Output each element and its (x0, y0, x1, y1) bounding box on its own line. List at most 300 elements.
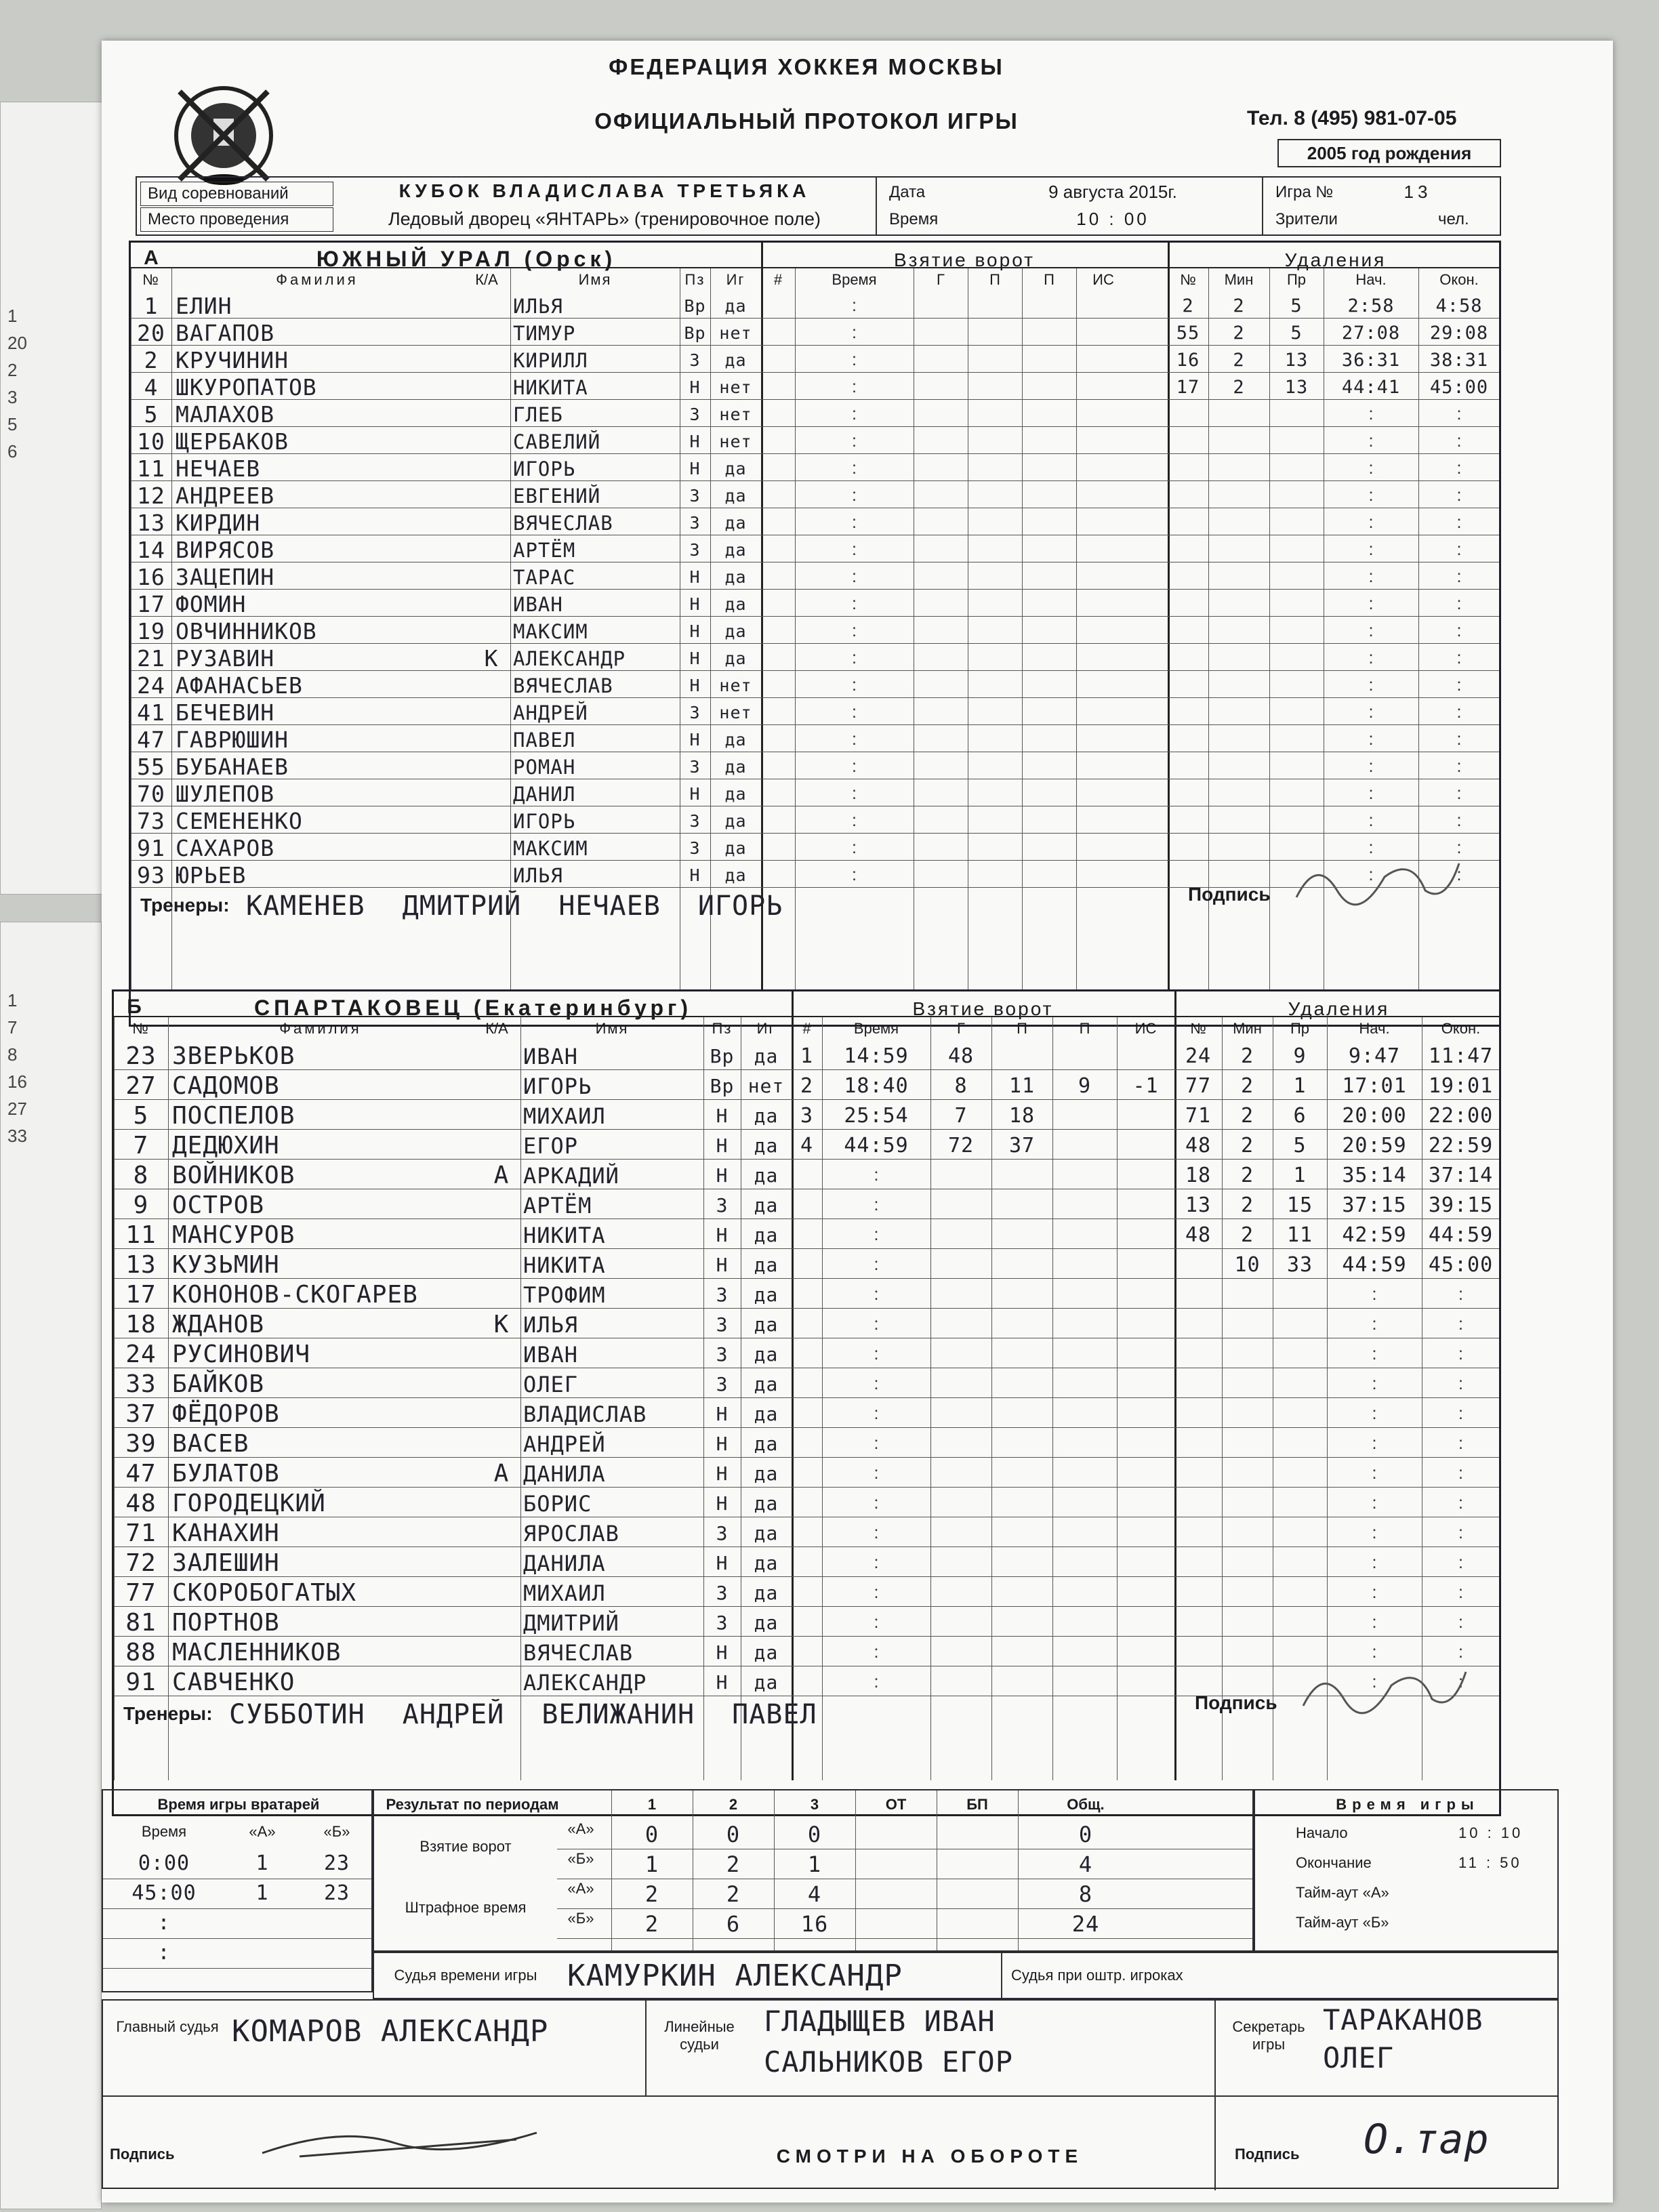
penalty-start-placeholder: : (1368, 674, 1374, 695)
player-surname: БЕЧЕВИН (176, 699, 275, 726)
goal-time-placeholder: : (851, 810, 857, 830)
protocol-sheet (102, 41, 1613, 2203)
player-position: З (716, 1284, 729, 1306)
penalty-min: 2 (1233, 295, 1245, 316)
see-back-note: СМОТРИ НА ОБОРОТЕ (776, 2146, 1084, 2167)
player-played: да (724, 486, 747, 506)
player-position: З (716, 1522, 729, 1544)
coaches-names: СУББОТИН АНДРЕЙ ВЕЛИЖАНИН ПАВЕЛ (229, 1699, 817, 1730)
player-played: нет (719, 676, 752, 695)
goalie-time-table (102, 1789, 373, 1992)
penalty-end: 4:58 (1435, 295, 1483, 316)
penalty-end-placeholder: : (1458, 1313, 1464, 1334)
goal-time-placeholder: : (874, 1224, 879, 1244)
penalty-end-placeholder: : (1458, 1462, 1464, 1483)
timekeeper-name: КАМУРКИН АЛЕКСАНДР (567, 1959, 903, 1993)
goal-g: 48 (947, 1044, 975, 1068)
player-name: ИЛЬЯ (513, 295, 563, 318)
player-number: 16 (137, 564, 165, 590)
goal-time-placeholder: : (874, 1343, 879, 1364)
penalty-start-placeholder: : (1368, 864, 1374, 884)
col-header-ig: Иг (726, 271, 745, 288)
team-sign-label: Подпись (1188, 884, 1271, 905)
player-position: З (716, 1612, 729, 1634)
goal-time-placeholder: : (851, 729, 857, 749)
penalty-judge-label: Судья при оштр. игроках (1011, 1967, 1183, 1984)
col-header-pz: Пз (712, 1020, 733, 1037)
player-name: ИВАН (523, 1342, 579, 1368)
player-number: 7 (133, 1132, 149, 1160)
player-position: Н (716, 1462, 729, 1485)
player-position: Вр (684, 296, 706, 316)
player-position: Н (716, 1224, 729, 1246)
pim-b-label: «Б» (567, 1910, 594, 1927)
player-played: нет (719, 377, 752, 397)
penalty-end-placeholder: : (1456, 864, 1462, 884)
penalty-end-placeholder: : (1456, 430, 1462, 451)
player-number: 18 (125, 1311, 157, 1338)
player-played: да (724, 567, 747, 587)
goals-row-label: Взятие ворот (419, 1838, 512, 1855)
period-value-pim_a: 4 (807, 1881, 822, 1907)
player-played: да (754, 1433, 779, 1455)
penalty-pr: 33 (1286, 1253, 1313, 1277)
penalty-end: 22:00 (1428, 1104, 1494, 1128)
goal-time-placeholder: : (874, 1522, 879, 1542)
goal-time-placeholder: : (851, 376, 857, 396)
player-surname: НЕЧАЕВ (176, 455, 261, 482)
game-number-label: Игра № (1275, 183, 1334, 201)
goal-n: 4 (800, 1134, 814, 1158)
player-surname: ШУЛЕПОВ (176, 781, 275, 807)
player-position: З (689, 405, 701, 424)
player-number: 47 (137, 726, 165, 753)
player-number: 91 (125, 1668, 157, 1696)
player-played: да (724, 649, 747, 668)
penalty-start-placeholder: : (1368, 620, 1374, 640)
period-results-table (373, 1789, 1254, 1952)
goal-col-header-p2: П (1079, 1020, 1090, 1037)
player-name: МИХАИЛ (523, 1580, 606, 1606)
penalty-start-placeholder: : (1368, 810, 1374, 830)
player-surname: МАЛАХОВ (176, 401, 275, 428)
player-played: нет (719, 405, 752, 424)
goal-n: 3 (800, 1104, 814, 1128)
penalty-end: 11:47 (1428, 1044, 1494, 1068)
spectators-unit: чел. (1438, 210, 1469, 228)
player-number: 93 (137, 862, 165, 888)
col-header-no: № (142, 271, 160, 288)
player-name: ДМИТРИЙ (523, 1610, 619, 1636)
goalie-row-time: 45:00 (131, 1881, 197, 1905)
player-played: да (754, 1224, 779, 1246)
coaches-names: КАМЕНЕВ ДМИТРИЙ НЕЧАЕВ ИГОРЬ (246, 890, 783, 922)
goal-col-header-is: ИС (1134, 1020, 1157, 1037)
col-header-ka: К/А (475, 271, 498, 288)
penalty-pr: 15 (1286, 1193, 1313, 1217)
goal-time-placeholder: : (874, 1462, 879, 1483)
penalty-min: 2 (1240, 1044, 1254, 1068)
player-position: Н (716, 1134, 729, 1157)
goal-time-placeholder: : (851, 295, 857, 315)
penalty-pr: 5 (1293, 1134, 1307, 1158)
period-value-pim_b: 6 (726, 1911, 741, 1937)
player-position: Н (716, 1433, 729, 1455)
player-played: да (754, 1462, 779, 1485)
pen-col-header-min: Мин (1233, 1020, 1262, 1037)
penalty-start-placeholder: : (1372, 1284, 1377, 1304)
penalty-min: 2 (1233, 323, 1245, 344)
player-name: ОЛЕГ (523, 1372, 579, 1397)
goal-time-placeholder: : (874, 1671, 879, 1692)
penalty-start-placeholder: : (1372, 1612, 1377, 1632)
date-label: Дата (889, 183, 926, 201)
penalty-end-placeholder: : (1458, 1671, 1464, 1692)
player-name: ИЛЬЯ (513, 864, 563, 887)
player-played: да (754, 1552, 779, 1574)
pen-col-header-end: Окон. (1441, 1020, 1481, 1037)
player-surname: АНДРЕЕВ (176, 483, 275, 509)
goal-time-placeholder: : (851, 566, 857, 586)
player-played: нет (747, 1075, 785, 1097)
player-played: да (754, 1194, 779, 1216)
col-header-pz: Пз (684, 271, 705, 288)
penalty-num: 16 (1176, 350, 1200, 371)
penalty-start: 37:15 (1342, 1193, 1407, 1217)
goals-section-title: Взятие ворот (894, 249, 1035, 270)
player-name: ВЯЧЕСЛАВ (513, 674, 613, 697)
penalty-end: 39:15 (1428, 1193, 1494, 1217)
period-header: 3 (810, 1796, 819, 1813)
team-a-section (129, 241, 1501, 1027)
player-played: да (754, 1492, 779, 1515)
goal-p1: 18 (1008, 1104, 1036, 1128)
penalty-start-placeholder: : (1372, 1522, 1377, 1542)
period-value-pim_a: 2 (644, 1881, 659, 1907)
player-name: ДАНИЛА (523, 1461, 606, 1487)
info-block (136, 176, 1501, 236)
phone-number: Тел. 8 (495) 981-07-05 (1247, 107, 1457, 129)
player-surname: БУБАНАЕВ (176, 754, 289, 780)
goals-b-label: «Б» (567, 1850, 594, 1867)
player-surname: ВОЙНИКОВ (172, 1162, 295, 1189)
penalty-end-placeholder: : (1458, 1343, 1464, 1364)
player-number: 17 (137, 591, 165, 617)
player-position: Вр (710, 1045, 735, 1067)
penalty-end-placeholder: : (1456, 539, 1462, 559)
period-header: Общ. (1067, 1796, 1105, 1813)
goalie-row-a: 1 (255, 1881, 269, 1905)
penalty-start: 42:59 (1342, 1223, 1407, 1247)
footer-stats (102, 1789, 1559, 2033)
player-number: 27 (125, 1072, 157, 1100)
goal-time-placeholder: : (874, 1194, 879, 1214)
penalty-start: 27:08 (1341, 323, 1401, 344)
player-number: 13 (125, 1251, 157, 1279)
player-number: 4 (144, 374, 159, 401)
player-position: Н (689, 676, 701, 695)
goal-g: 72 (947, 1134, 975, 1158)
goal-time-placeholder: : (851, 756, 857, 776)
penalty-start-placeholder: : (1372, 1671, 1377, 1692)
goal-time-placeholder: : (851, 864, 857, 884)
secretary-name-2: ОЛЕГ (1323, 2041, 1395, 2074)
period-value-goals_b: 1 (807, 1851, 822, 1877)
player-number: 81 (125, 1609, 157, 1637)
player-surname: ФОМИН (176, 591, 247, 617)
player-captain-mark: А (493, 1162, 510, 1189)
player-position: Вр (710, 1075, 735, 1097)
penalty-end: 38:31 (1429, 350, 1489, 371)
penalty-end-placeholder: : (1458, 1492, 1464, 1513)
penalty-min: 2 (1240, 1164, 1254, 1187)
player-name: АНДРЕЙ (523, 1431, 606, 1457)
player-surname: КРУЧИНИН (176, 347, 289, 373)
penalty-start-placeholder: : (1372, 1492, 1377, 1513)
player-position: З (716, 1194, 729, 1216)
player-played: да (724, 865, 747, 885)
player-surname: ПОРТНОВ (172, 1609, 280, 1637)
penalty-end-placeholder: : (1456, 729, 1462, 749)
game-end-value: 11 : 50 (1458, 1854, 1522, 1871)
penalty-pr: 5 (1290, 295, 1303, 316)
spectators-label: Зрители (1275, 210, 1338, 228)
col-header-ka: К/А (485, 1020, 508, 1037)
coaches-label: Тренеры: (140, 895, 230, 916)
player-played: да (724, 730, 747, 750)
player-played: нет (719, 323, 752, 343)
player-position: Н (689, 459, 701, 478)
player-name: ВЛАДИСЛАВ (523, 1401, 647, 1427)
penalty-end: 45:00 (1428, 1253, 1494, 1277)
team-letter: Б (127, 996, 142, 1018)
secretary-label: Секретарь игры (1232, 2018, 1305, 2053)
player-number: 41 (137, 699, 165, 726)
player-surname: ЖДАНОВ (172, 1311, 265, 1338)
penalty-start-placeholder: : (1372, 1343, 1377, 1364)
player-played: да (724, 459, 747, 478)
goal-time-placeholder: : (874, 1284, 879, 1304)
penalty-end: 29:08 (1429, 323, 1489, 344)
player-name: ВЯЧЕСЛАВ (523, 1640, 634, 1666)
goal-time-placeholder: : (874, 1612, 879, 1632)
goal-time-placeholder: : (874, 1552, 879, 1572)
player-number: 72 (125, 1549, 157, 1577)
player-surname: ЮРЬЕВ (176, 862, 247, 888)
player-surname: ГОРОДЕЦКИЙ (172, 1490, 326, 1517)
player-surname: ЕЛИН (176, 293, 232, 319)
penalty-start-placeholder: : (1368, 512, 1374, 532)
goal-col-header-time: Время (853, 1020, 899, 1037)
penalty-start-placeholder: : (1368, 783, 1374, 803)
col-header-name: Имя (595, 1020, 629, 1037)
penalty-num: 71 (1185, 1104, 1212, 1128)
pim-a-label: «А» (567, 1880, 594, 1897)
player-name: ДАНИЛА (523, 1551, 606, 1576)
timeout-a-label: Тайм-аут «А» (1296, 1884, 1389, 1901)
player-position: Н (689, 784, 701, 804)
player-position: Н (716, 1105, 729, 1127)
penalty-end-placeholder: : (1458, 1641, 1464, 1662)
goalie-row-a: 1 (255, 1851, 269, 1875)
penalty-start: 2:58 (1347, 295, 1395, 316)
player-number: 10 (137, 428, 165, 455)
player-position: Н (689, 567, 701, 587)
pen-col-header-start: Нач. (1355, 271, 1387, 288)
penalty-start-placeholder: : (1368, 566, 1374, 586)
player-surname: ЩЕРБАКОВ (176, 428, 289, 455)
player-surname: ГАВРЮШИН (176, 726, 289, 753)
player-name: МАКСИМ (513, 620, 588, 643)
player-name: ИГОРЬ (523, 1073, 592, 1099)
goal-time-placeholder: : (851, 620, 857, 640)
player-name: АРТЁМ (523, 1193, 592, 1218)
player-surname: ВАГАПОВ (176, 320, 275, 346)
penalty-num: 24 (1185, 1044, 1212, 1068)
goal-time: 25:54 (844, 1104, 909, 1128)
goal-g: 8 (954, 1074, 968, 1098)
penalty-min: 2 (1240, 1104, 1254, 1128)
player-played: да (724, 784, 747, 804)
period-value-goals_a: 0 (807, 1822, 822, 1847)
goal-n: 1 (800, 1044, 814, 1068)
goal-time-placeholder: : (851, 349, 857, 369)
penalty-start-placeholder: : (1372, 1373, 1377, 1393)
player-surname: ОВЧИННИКОВ (176, 618, 317, 644)
player-position: Вр (684, 323, 706, 343)
player-position: З (689, 486, 701, 506)
player-played: да (754, 1134, 779, 1157)
goal-time-placeholder: : (851, 457, 857, 478)
player-number: 11 (125, 1221, 157, 1249)
penalty-end-placeholder: : (1458, 1612, 1464, 1632)
penalty-end-placeholder: : (1456, 647, 1462, 668)
player-surname: САДОМОВ (172, 1072, 280, 1100)
penalty-start-placeholder: : (1372, 1403, 1377, 1423)
goal-n: 2 (800, 1074, 814, 1098)
penalty-pr: 5 (1290, 323, 1303, 344)
goalie-row-time: : (157, 1941, 171, 1965)
period-header: ОТ (885, 1796, 907, 1813)
player-surname: ОСТРОВ (172, 1191, 265, 1219)
penalty-end-placeholder: : (1458, 1284, 1464, 1304)
goal-time-placeholder: : (874, 1254, 879, 1274)
player-number: 9 (133, 1191, 149, 1219)
period-value-pim_b: 16 (800, 1911, 829, 1937)
penalty-end-placeholder: : (1456, 701, 1462, 722)
player-surname: КУЗЬМИН (172, 1251, 280, 1279)
col-header-ig: Иг (756, 1020, 776, 1037)
pen-col-header-pr: Пр (1286, 271, 1307, 288)
penalty-start-placeholder: : (1372, 1313, 1377, 1334)
penalty-end-placeholder: : (1456, 783, 1462, 803)
officials-block (102, 1999, 1559, 2189)
penalty-min: 2 (1240, 1193, 1254, 1217)
player-surname: ДЕДЮХИН (172, 1132, 280, 1160)
player-played: да (754, 1522, 779, 1544)
goal-p1: 11 (1008, 1074, 1036, 1098)
period-value-pim_a: 8 (1078, 1881, 1093, 1907)
goal-col-header-g: Г (937, 271, 945, 288)
player-number: 11 (137, 455, 165, 482)
coaches-label: Тренеры: (123, 1703, 213, 1724)
pen-col-header-pr: Пр (1290, 1020, 1310, 1037)
penalty-start-placeholder: : (1368, 729, 1374, 749)
player-number: 20 (137, 320, 165, 346)
penalty-start-placeholder: : (1368, 701, 1374, 722)
game-time-title: Время игры (1336, 1796, 1479, 1813)
goal-g: 7 (954, 1104, 968, 1128)
goal-time-placeholder: : (851, 403, 857, 424)
player-position: Н (716, 1552, 729, 1574)
player-played: да (724, 621, 747, 641)
coach-signature-icon (1290, 850, 1466, 911)
referee-label: Главный судья (116, 2018, 219, 2035)
player-played: да (724, 513, 747, 533)
player-surname: СКОРОБОГАТЫХ (172, 1579, 357, 1607)
player-number: 47 (125, 1460, 157, 1488)
player-surname: БУЛАТОВ (172, 1460, 280, 1488)
player-played: да (754, 1105, 779, 1127)
competition-name: КУБОК ВЛАДИСЛАВА ТРЕТЬЯКА (398, 180, 811, 201)
player-played: да (754, 1254, 779, 1276)
goal-time-placeholder: : (851, 430, 857, 451)
birth-year-box: 2005 год рождения (1277, 139, 1501, 167)
penalty-start: 44:59 (1342, 1253, 1407, 1277)
timekeeper-row (373, 1952, 1559, 1999)
penalty-start-placeholder: : (1368, 539, 1374, 559)
goalie-a-header: «А» (249, 1823, 276, 1840)
player-name: АНДРЕЙ (513, 701, 588, 724)
player-surname: ВИРЯСОВ (176, 537, 275, 563)
goalie-row-b: 23 (323, 1851, 350, 1875)
player-played: да (724, 540, 747, 560)
goal-col-header-p1: П (989, 271, 1000, 288)
penalty-start-placeholder: : (1368, 430, 1374, 451)
player-played: да (724, 350, 747, 370)
col-header-surname: Фамилия (279, 1020, 362, 1037)
player-name: РОМАН (513, 756, 576, 779)
period-value-goals_b: 1 (644, 1851, 659, 1877)
venue-label: Место проведения (140, 207, 333, 232)
penalty-num: 48 (1185, 1223, 1212, 1247)
period-value-goals_b: 4 (1078, 1851, 1093, 1877)
penalty-start: 17:01 (1342, 1074, 1407, 1098)
penalties-section-title: Удаления (1288, 998, 1390, 1019)
goal-time-placeholder: : (851, 647, 857, 668)
penalty-end-placeholder: : (1458, 1403, 1464, 1423)
player-surname: КОНОНОВ-СКОГАРЕВ (172, 1281, 418, 1309)
goal-col-header-hash: # (773, 271, 783, 288)
time-label: Время (889, 210, 939, 228)
player-name: АРКАДИЙ (523, 1163, 619, 1189)
goal-time: 18:40 (844, 1074, 909, 1098)
penalty-start: 9:47 (1348, 1044, 1401, 1068)
player-number: 5 (133, 1102, 149, 1130)
player-played: да (754, 1343, 779, 1366)
period-value-pim_a: 2 (726, 1881, 741, 1907)
player-number: 19 (137, 618, 165, 644)
player-played: да (724, 838, 747, 858)
player-number: 5 (144, 401, 159, 428)
player-name: АЛЕКСАНДР (513, 647, 626, 670)
player-surname: ШКУРОПАТОВ (176, 374, 317, 401)
player-played: нет (719, 432, 752, 451)
player-name: АЛЕКСАНДР (523, 1670, 647, 1696)
goalie-time-header: Время (141, 1823, 187, 1840)
player-name: ЕВГЕНИЙ (513, 485, 601, 508)
player-played: да (724, 594, 747, 614)
